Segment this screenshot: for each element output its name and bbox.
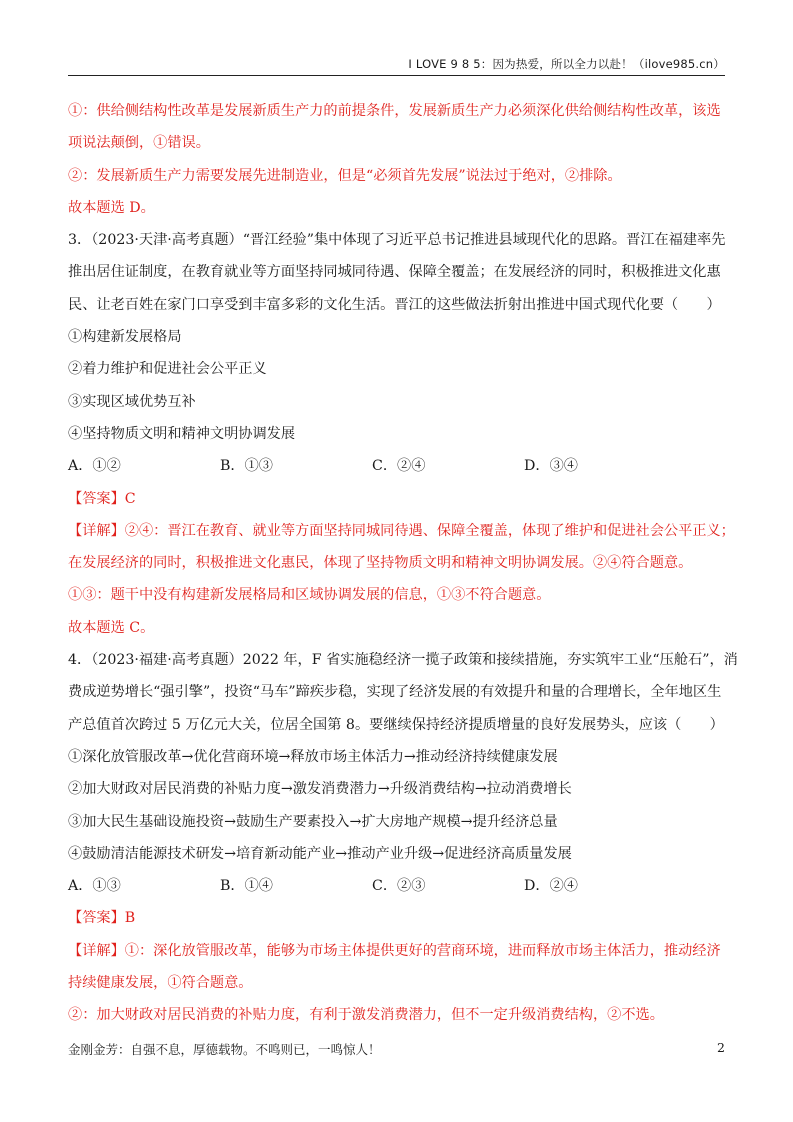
question-3-item: ④坚持物质文明和精神文明协调发展	[68, 425, 296, 442]
option-b: B．①④	[220, 878, 273, 895]
question-3-item: ②着力维护和促进社会公平正义	[68, 361, 267, 378]
question-4-options	[68, 870, 728, 902]
option-b: B．①③	[220, 458, 273, 475]
question-4-item: ①深化放管服改革→优化营商环境→释放市场主体活力→推动经济持续健康发展	[68, 748, 558, 765]
option-a: A．①②	[68, 458, 121, 475]
question-4-stem: 4．（2023·福建·高考真题）2022 年，F 省实施稳经济一揽子政策和接续措施，夯实筑牢工业“压舱石”，消	[68, 652, 738, 669]
question-3-item: ③实现区域优势互补	[68, 393, 196, 410]
question-4-detail: ②：加大财政对居民消费的补贴力度，有利于激发消费潜力，但不一定升级消费结构，②不选。	[68, 1007, 664, 1024]
question-3-item: ①构建新发展格局	[68, 329, 182, 346]
explanation-line: 项说法颠倒，①错误。	[68, 135, 210, 152]
question-4-item: ②加大财政对居民消费的补贴力度→激发消费潜力→升级消费结构→拉动消费增长	[68, 781, 572, 798]
option-c: C．②③	[372, 878, 426, 895]
question-3-detail: 故本题选 C。	[68, 619, 155, 636]
question-4-stem: 产总值首次跨过 5 万亿元大关，位居全国第 8。要继续保持经济提质增量的良好发展势头，应该（ ）	[68, 716, 724, 733]
question-3-stem: 3．（2023·天津·高考真题）“晋江经验”集中体现了习近平总书记推进县域现代化的思路。晋江在福建率先	[68, 232, 726, 249]
question-3-detail: 在发展经济的同时，积极推进文化惠民，体现了坚持物质文明和精神文明协调发展。②④符合题意。	[68, 555, 693, 572]
explanation-line: ②：发展新质生产力需要发展先进制造业，但是“必须首先发展”说法过于绝对，②排除。	[68, 167, 622, 184]
page-header: I LOVE 9 8 5：因为热爱，所以全力以赴！（ilove985.cn）	[408, 57, 725, 71]
question-4-stem: 费成逆势增长“强引擎”，投资“马车”蹄疾步稳，实现了经济发展的有效提升和量的合理增长，全年地区生	[68, 684, 722, 701]
question-4-item: ③加大民生基础设施投资→鼓励生产要素投入→扩大房地产规模→提升经济总量	[68, 813, 558, 830]
question-3-answer: 【答案】C	[68, 490, 136, 507]
option-d: D．②④	[524, 878, 578, 895]
question-3-options	[68, 450, 728, 482]
question-3-detail: ①③：题干中没有构建新发展格局和区域协调发展的信息，①③不符合题意。	[68, 587, 551, 604]
question-4-item: ④鼓励清洁能源技术研发→培育新动能产业→推动产业升级→促进经济高质量发展	[68, 845, 572, 862]
question-4-detail: 【详解】①：深化放管服改革，能够为市场主体提供更好的营商环境，进而释放市场主体活力，推动经济	[68, 942, 721, 959]
question-4-detail: 持续健康发展，①符合题意。	[68, 975, 253, 992]
question-3-stem: 民、让老百姓在家门口享受到丰富多彩的文化生活。晋江的这些做法折射出推进中国式现代化要（ ）	[68, 296, 721, 313]
question-3-detail: 【详解】②④：晋江在教育、就业等方面坚持同城同待遇、保障全覆盖，体现了维护和促进社会公平正义；	[68, 522, 735, 539]
page-footer	[68, 1040, 725, 1058]
option-c: C．②④	[372, 458, 426, 475]
option-a: A．①③	[68, 878, 121, 895]
header-rule	[68, 75, 725, 76]
question-4-answer: 【答案】B	[68, 910, 136, 927]
explanation-line: ①：供给侧结构性改革是发展新质生产力的前提条件，发展新质生产力必须深化供给侧结构性改革，该选	[68, 103, 721, 119]
page-number: 2	[717, 1040, 725, 1055]
question-3-stem: 推出居住证制度，在教育就业等方面坚持同城同待遇、保障全覆盖；在发展经济的同时，积极推进文化惠	[68, 264, 721, 281]
conclusion-line: 故本题选 D。	[68, 199, 155, 216]
option-d: D．③④	[524, 458, 578, 475]
footer-motto: 金刚金芳：自强不息，厚德载物。不鸣则已，一鸣惊人！	[68, 1042, 381, 1057]
page-content	[68, 95, 738, 1032]
